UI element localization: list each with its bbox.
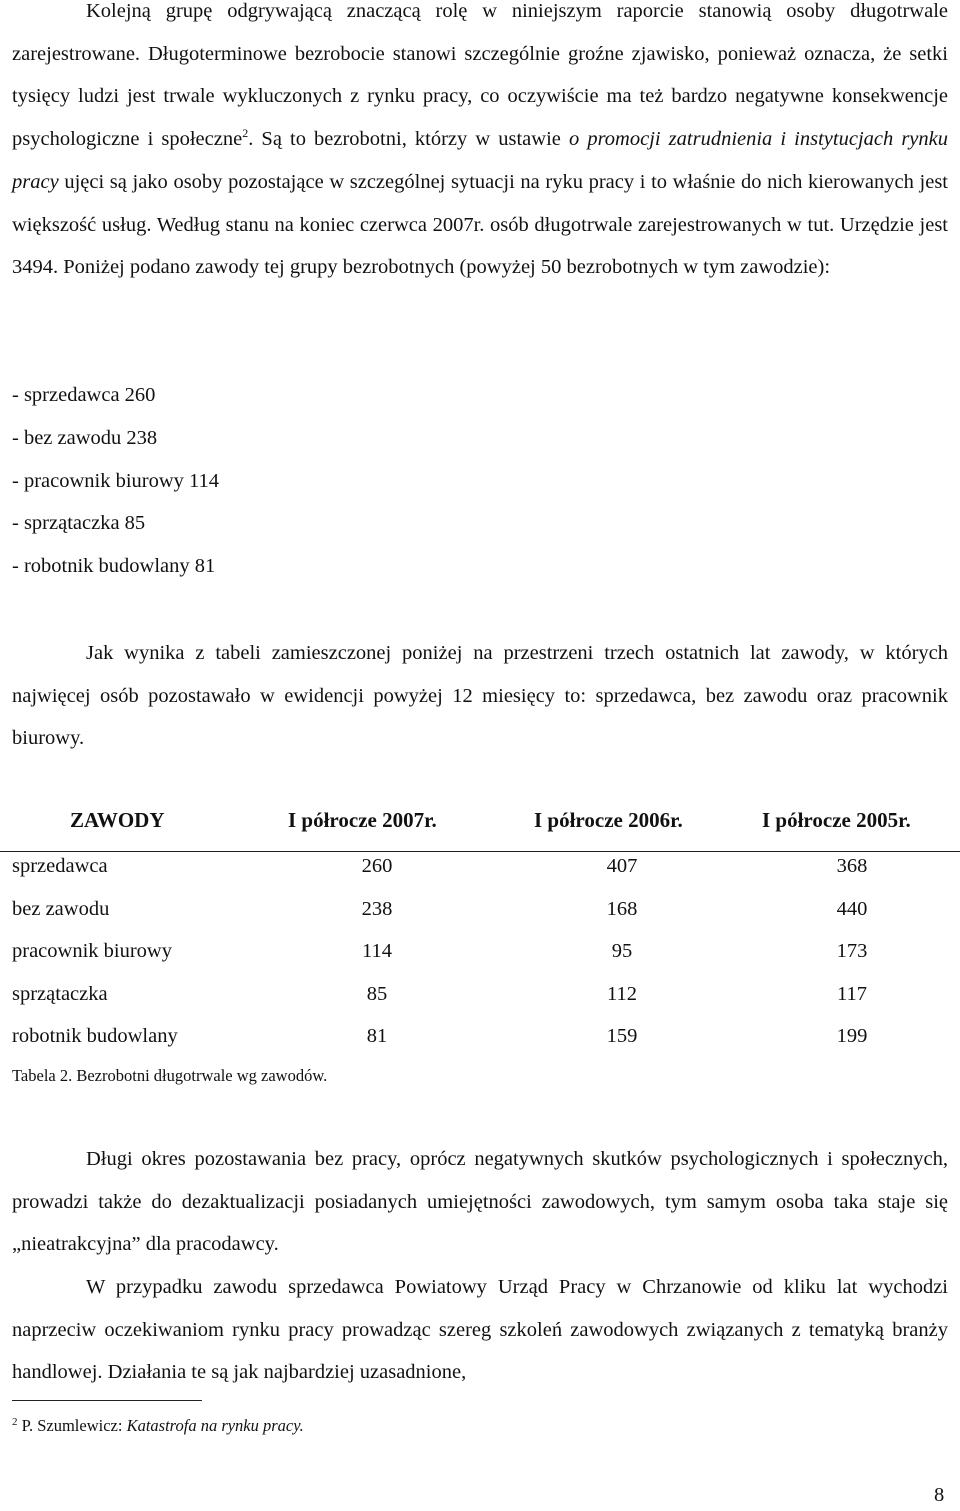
footnote: $^2$ P. Szumlewicz: Katastrofa na rynku pracy. xyxy=(12,1416,304,1435)
footnote-divider xyxy=(12,1400,202,1401)
list-item: - sprzedawca 260 xyxy=(12,384,156,406)
paragraph-training: W przypadku zawodu sprzedawca Powiatowy Urząd Pracy w Chrzanowie od kliku lat wychodzi naprzeciw oczekiwaniom rynku pracy prowadząc szereg szkoleń zawodowych związanych z tematyką branży handlowej. Działania te są jak najbardziej uzasadnione, xyxy=(12,1276,948,1384)
page-number: 8 xyxy=(934,1484,945,1506)
list-item: - sprzątaczka 85 xyxy=(12,512,146,534)
table-header: I półrocze 2006r. xyxy=(534,808,683,832)
footnote-ref: 2 xyxy=(242,126,249,141)
list-item: - pracownik biurowy 114 xyxy=(12,470,220,492)
act-title: o promocji zatrudnienia i instytucjach rynku pracy xyxy=(12,128,948,193)
table-header-divider xyxy=(0,851,960,852)
list-item: - bez zawodu 238 xyxy=(12,427,158,449)
paragraph-table-intro: Jak wynika z tabeli zamieszczonej poniżej na przestrzeni trzech ostatnich lat zawody, w których najwięcej osób pozostawało w ewidencji powyżej 12 miesięcy to: sprzedawca, bez zawodu oraz pracownik biurowy. xyxy=(12,642,948,750)
paragraph-skills: Długi okres pozostawania bez pracy, oprócz negatywnych skutków psychologicznych i społecznych, prowadzi także do dezaktualizacji posiadanych umiejętności zawodowych, tym samym osoba taka staje się „nieatrakcyjna” dla pracodawcy. xyxy=(12,1148,948,1256)
table-caption: Tabela 2. Bezrobotni długotrwale wg zawodów. xyxy=(12,1066,328,1085)
footnote-book-title: Katastrofa na rynku pracy. xyxy=(126,1416,304,1435)
footnote-number: 2 xyxy=(12,1416,18,1428)
paragraph-long-term-unemployed: Kolejną grupę odgrywającą znaczącą rolę w niniejszym raporcie stanowią osoby długotrwale zarejestrowane. Długoterminowe bezrobocie stanowi szczególnie groźne zjawisko, ponieważ oznacza, że setki tysięcy ludzi jest trwale wykluczonych z rynku pracy, co oczywiście ma też bardzo negatywne konsekwencje psychologiczne i społeczne$^2$. Są to bezrobotni, którzy w ustawie o promocji zatrudnienia i instytucjach rynku pracy ujęci są jako osoby pozostające w szczególnej sytuacji na ryku pracy i to właśnie do nich kierowanych jest większość usług. Według stanu na koniec czerwca 2007r. osób długotrwale zarejestrowanych w tut. Urzędzie jest 3494. Poniżej podano zawody tej grupy bezrobotnych (powyżej 50 bezrobotnych w tym zawodzie): xyxy=(12,0,948,279)
table-header: ZAWODY xyxy=(70,808,165,832)
list-item: - robotnik budowlany 81 xyxy=(12,555,216,577)
table-header: I półrocze 2005r. xyxy=(762,808,911,832)
table-header: I półrocze 2007r. xyxy=(288,808,437,832)
document-page: Kolejną grupę odgrywającą znaczącą rolę w niniejszym raporcie stanowią osoby długotrwale zarejestrowane. Długoterminowe bezrobocie stanowi szczególnie groźne zjawisko, ponieważ oznacza, że setki tysięcy ludzi jest trwale wykluczonych z rynku pracy, co oczywiście ma też bardzo negatywne konsekwencje psychologiczne i społeczne$^2$. Są to bezrobotni, którzy w ustawie o promocji zatrudnienia i instytucjach rynku pracy ujęci są jako osoby pozostające w szczególnej sytuacji na ryku pracy i to właśnie do nich kierowanych jest większość usług. Według stanu na koniec czerwca 2007r. osób długotrwale zarejestrowanych w tut. Urzędzie jest 3494. Poniżej podano zawody tej grupy bezrobotnych (powyżej 50 bezrobotnych w tym zawodzie): - sprzedawca 260 - bez zawodu 238 - pracownik biurowy 114 - sprzątaczka 85 - robotnik budowlany 81 Jak wynika z tabeli zamieszczonej poniżej na przestrzeni trzech ostatnich lat zawody, w których najwięcej osób pozostawało w ewidencji powyżej 12 miesięcy to: sprzedawca, bez zawodu oraz pracownik biurowy. ZAWODY I półrocze 2007r. I półrocze 2006r. I półrocze 2005r. sprzedawca 260 407 368 bez zawodu 238 168 440 pracownik biurowy 114 95 173 sprzątaczka 85 112 117 robotnik budowlany 81 159 199 Tabela 2. Bezrobotni długotrwale wg zawodów. Długi okres pozostawania bez pracy, oprócz negatywnych skutków psychologicznych i społecznych, prowadzi także do dezaktualizacji posiadanych umiejętności zawodowych, tym samym osoba taka staje się „nieatrakcyjna” dla pracodawcy. W przypadku zawodu sprzedawca Powiatowy Urząd Pracy w Chrzanowie od kliku lat wychodzi naprzeciw oczekiwaniom rynku pracy prowadząc szereg szkoleń zawodowych związanych z tematyką branży handlowej. Działania te są jak najbardziej uzasadnione, $^2$ P. Szumlewicz: Katastrofa na rynku pracy. 8 xyxy=(0,0,960,1511)
